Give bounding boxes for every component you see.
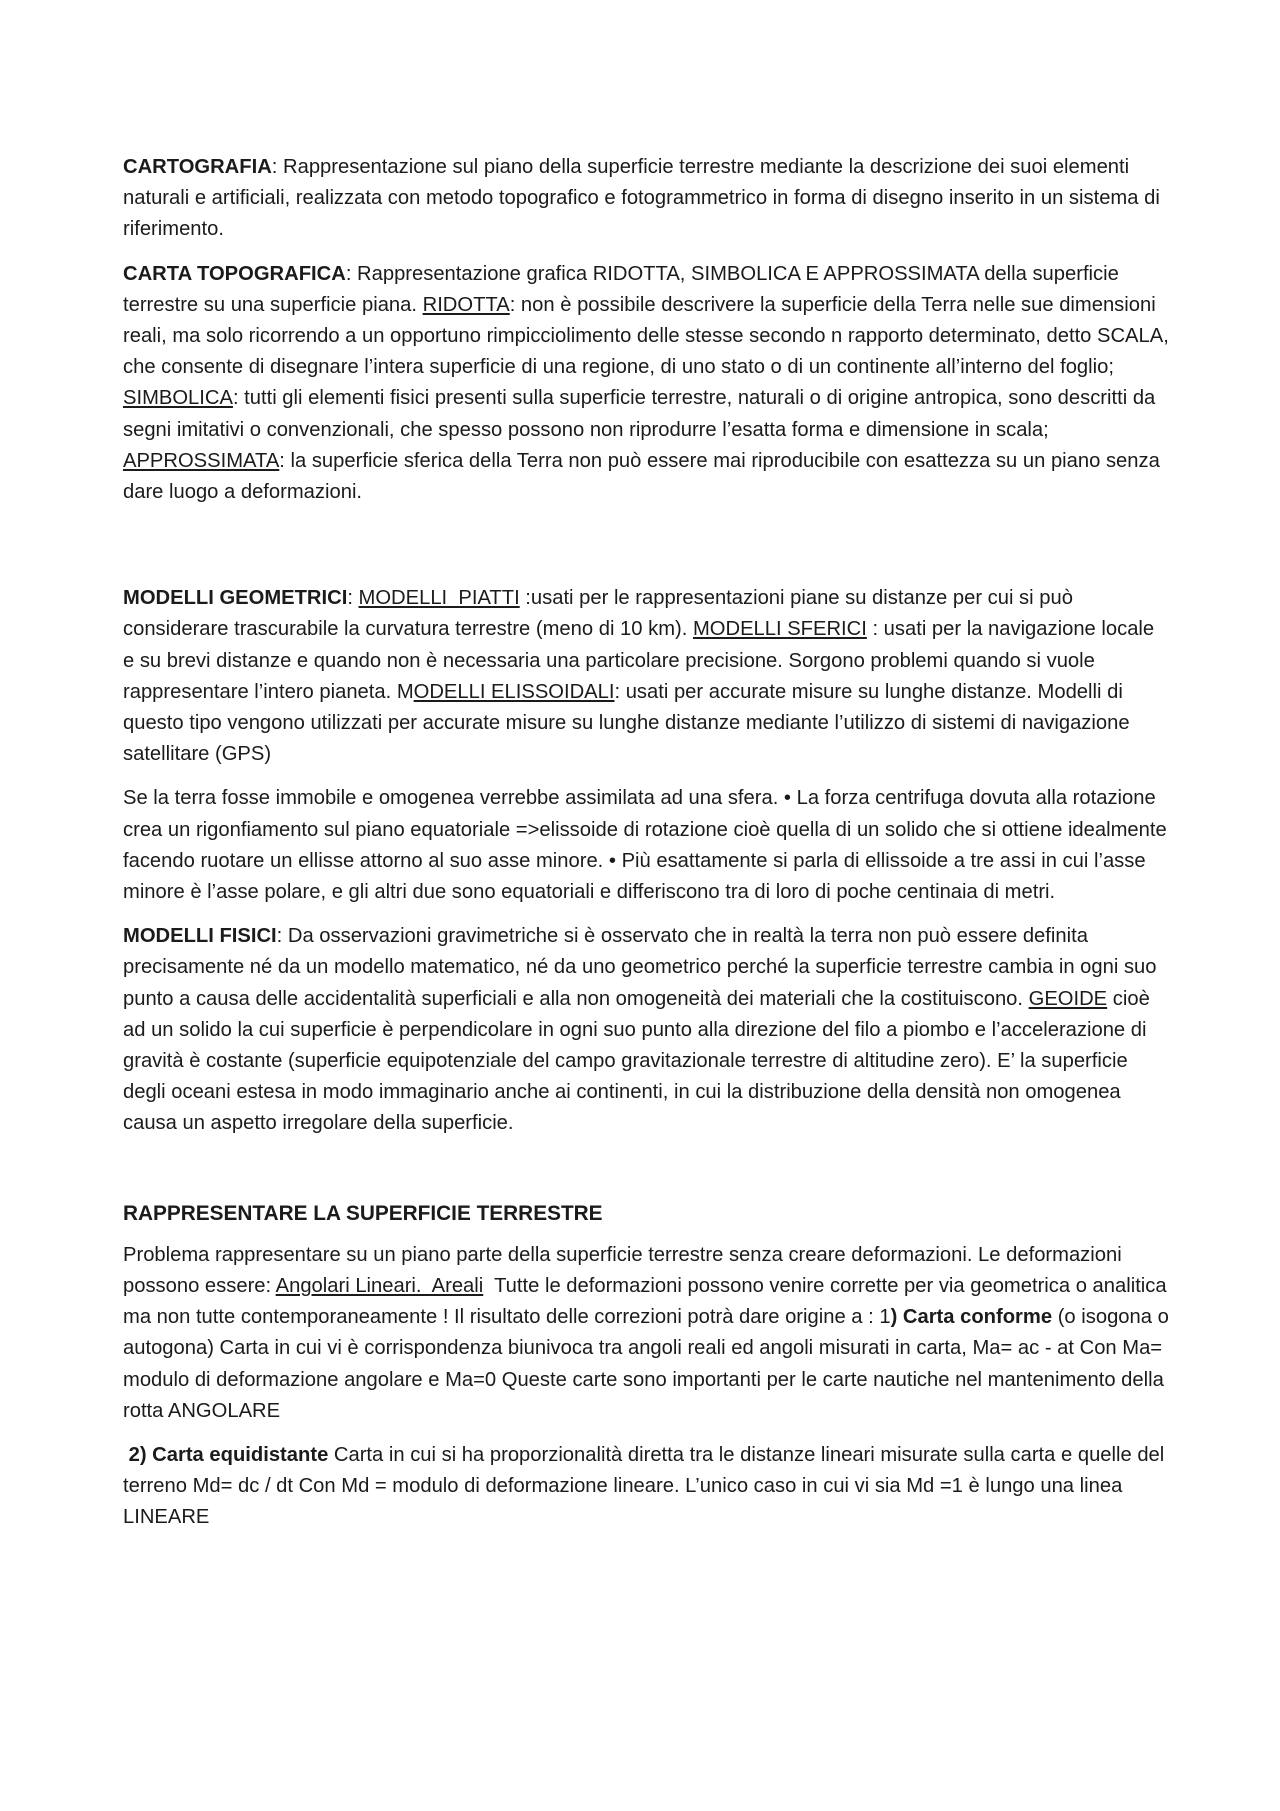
document-page xyxy=(123,152,1173,1534)
simbolica-text: : tutti gli elementi fisici presenti sulla superficie terrestre, naturali o di origine antropica, sono descritti da segni imitativi o convenzionali, che spesso possono non riprodurre l’esatta forma e dimensione in scala; xyxy=(123,387,1156,441)
label-approssimata: APPROSSIMATA xyxy=(123,449,280,472)
term-modelli-geometrici: MODELLI GEOMETRICI xyxy=(123,587,348,610)
modelli-sferici-text: : usati per la navigazione locale e su brevi distanze e quando non è necessaria una particolare precisione. Sorgono problemi quando si vuole rappresentare l’intero pianeta. M xyxy=(123,618,1155,703)
label-modelli-sferici: MODELLI SFERICI xyxy=(692,618,867,641)
label-modelli-piatti: MODELLI PIATTI xyxy=(358,587,520,610)
term-carta-equidistante: ) Carta equidistante xyxy=(139,1443,329,1466)
term-carta-topografica: CARTA TOPOGRAFICA xyxy=(123,262,346,285)
modelli-fisici-text: : Da osservazioni gravimetriche si è osservato che in realtà la terra non può essere definita precisamente né da un modello matematico, né da uno geometrico perché la superficie terrestre cambia in ogni suo punto a causa delle accidentalità superficiali e alla non omogeneità dei materiali che la costituiscono. xyxy=(123,925,1157,1010)
section-heading-rappresentare: RAPPRESENTARE LA SUPERFICIE TERRESTRE xyxy=(123,1201,603,1225)
paragraph-problema xyxy=(123,1240,1173,1427)
geoide-text: cioè ad un solido la cui superficie è perpendicolare in ogni suo punto alla direzione del filo a piombo e l’accelerazione di gravità è costante (superficie equipotenziale del campo gravitazionale terrestre di altitudine zero). E’ la superficie degli oceani estesa in modo immaginario anche ai continenti, in cui la distribuzione della densità non omogenea causa un aspetto irregolare della superficie. xyxy=(123,987,1150,1135)
paragraph-cartografia xyxy=(123,152,1169,246)
label-deformazioni: Angolari Lineari. Areali xyxy=(275,1274,484,1297)
paragraph-carta-equidistante xyxy=(123,1440,1169,1534)
equidistante-number: 2 xyxy=(123,1443,140,1466)
modelli-ellissoidali-text: : usati per accurate misure su lunghe distanze. Modelli di questo tipo vengono utilizzati per accurate misure su lunghe distanze mediante l’utilizzo di sistemi di navigazione satellitare (GPS) xyxy=(123,680,1130,766)
label-simbolica: SIMBOLICA xyxy=(123,387,233,410)
paragraph-modelli-fisici xyxy=(123,921,1169,1139)
term-cartografia: CARTOGRAFIA xyxy=(123,156,272,178)
paragraph-modelli-geometrici xyxy=(123,583,1169,770)
label-modelli-ellissoidali: ODELLI ELISSOIDALI xyxy=(413,680,615,703)
approssimata-text: : la superficie sferica della Terra non può essere mai riproducibile con esattezza su un piano senza dare luogo a deformazioni. xyxy=(123,449,1160,504)
cartografia-definition: : Rappresentazione sul piano della superficie terrestre mediante la descrizione dei suoi elementi naturali e artificiali, realizzata con metodo topografico e fotogrammetrico in forma di disegno inserito in un sistema di riferimento. xyxy=(123,156,1160,241)
label-ridotta: RIDOTTA xyxy=(422,293,510,316)
carta-conforme-text: (o isogona o autogona) Carta in cui vi è corrispondenza biunivoca tra angoli reali ed angoli misurati in carta, Ma= ac - at Con Ma= modulo di deformazione angolare e Ma=0 Queste carte sono importanti per le carte nautiche nel mantenimento della rotta ANGOLARE xyxy=(123,1306,1169,1422)
problema-text: Problema rappresentare su un piano parte della superficie terrestre senza creare deformazioni. Le deformazioni possono essere: xyxy=(123,1243,1122,1297)
term-carta-conforme: ) Carta conforme xyxy=(890,1306,1053,1329)
modelli-piatti-text: :usati per le rappresentazioni piane su distanze per cui si può considerare trascurabile la curvatura terrestre (meno di 10 km). xyxy=(123,587,1073,641)
paragraph-carta-topografica xyxy=(123,259,1169,509)
ridotta-text: : non è possibile descrivere la superficie della Terra nelle sue dimensioni reali, ma solo ricorrendo a un opportuno rimpicciolimento delle stesse secondo n rapporto determinato, detto SCALA, che consente di disegnare l’intera superficie di una regione, di uno stato o di un continente all’interno del foglio; xyxy=(123,293,1169,379)
carta-equidistante-text: Carta in cui si ha proporzionalità diretta tra le distanze lineari misurate sulla carta e quelle del terreno Md= dc / dt Con Md = modulo di deformazione lineare. L’unico caso in cui vi sia Md =1 è lungo una linea LINEARE xyxy=(123,1443,1165,1529)
modelli-geometrici-colon: : xyxy=(347,587,359,610)
deformazioni-text: Tutte le deformazioni possono venire corrette per via geometrica o analitica ma non tutte contemporaneamente ! Il risultato delle correzioni potrà dare origine a : 1 xyxy=(123,1274,1173,1329)
paragraph-sfera: Se la terra fosse immobile e omogenea verrebbe assimilata ad una sfera. • La forza centrifuga dovuta alla rotazione crea un rigonfiamento sul piano equatoriale =>elissoide di rotazione cioè quella di un solido che si ottiene idealmente facendo ruotare un ellisse attorno al suo asse minore. • Più esattamente si parla di ellissoide a tre assi in cui l’asse minore è l’asse polare, e gli altri due sono equatoriali e differiscono tra di loro di poche centinaia di metri. xyxy=(123,787,1167,904)
carta-topografica-definition: : Rappresentazione grafica RIDOTTA, SIMBOLICA E APPROSSIMATA della superficie terrestre su una superficie piana. xyxy=(123,262,1119,316)
label-geoide: GEOIDE xyxy=(1028,987,1108,1010)
term-modelli-fisici: MODELLI FISICI xyxy=(123,925,277,948)
